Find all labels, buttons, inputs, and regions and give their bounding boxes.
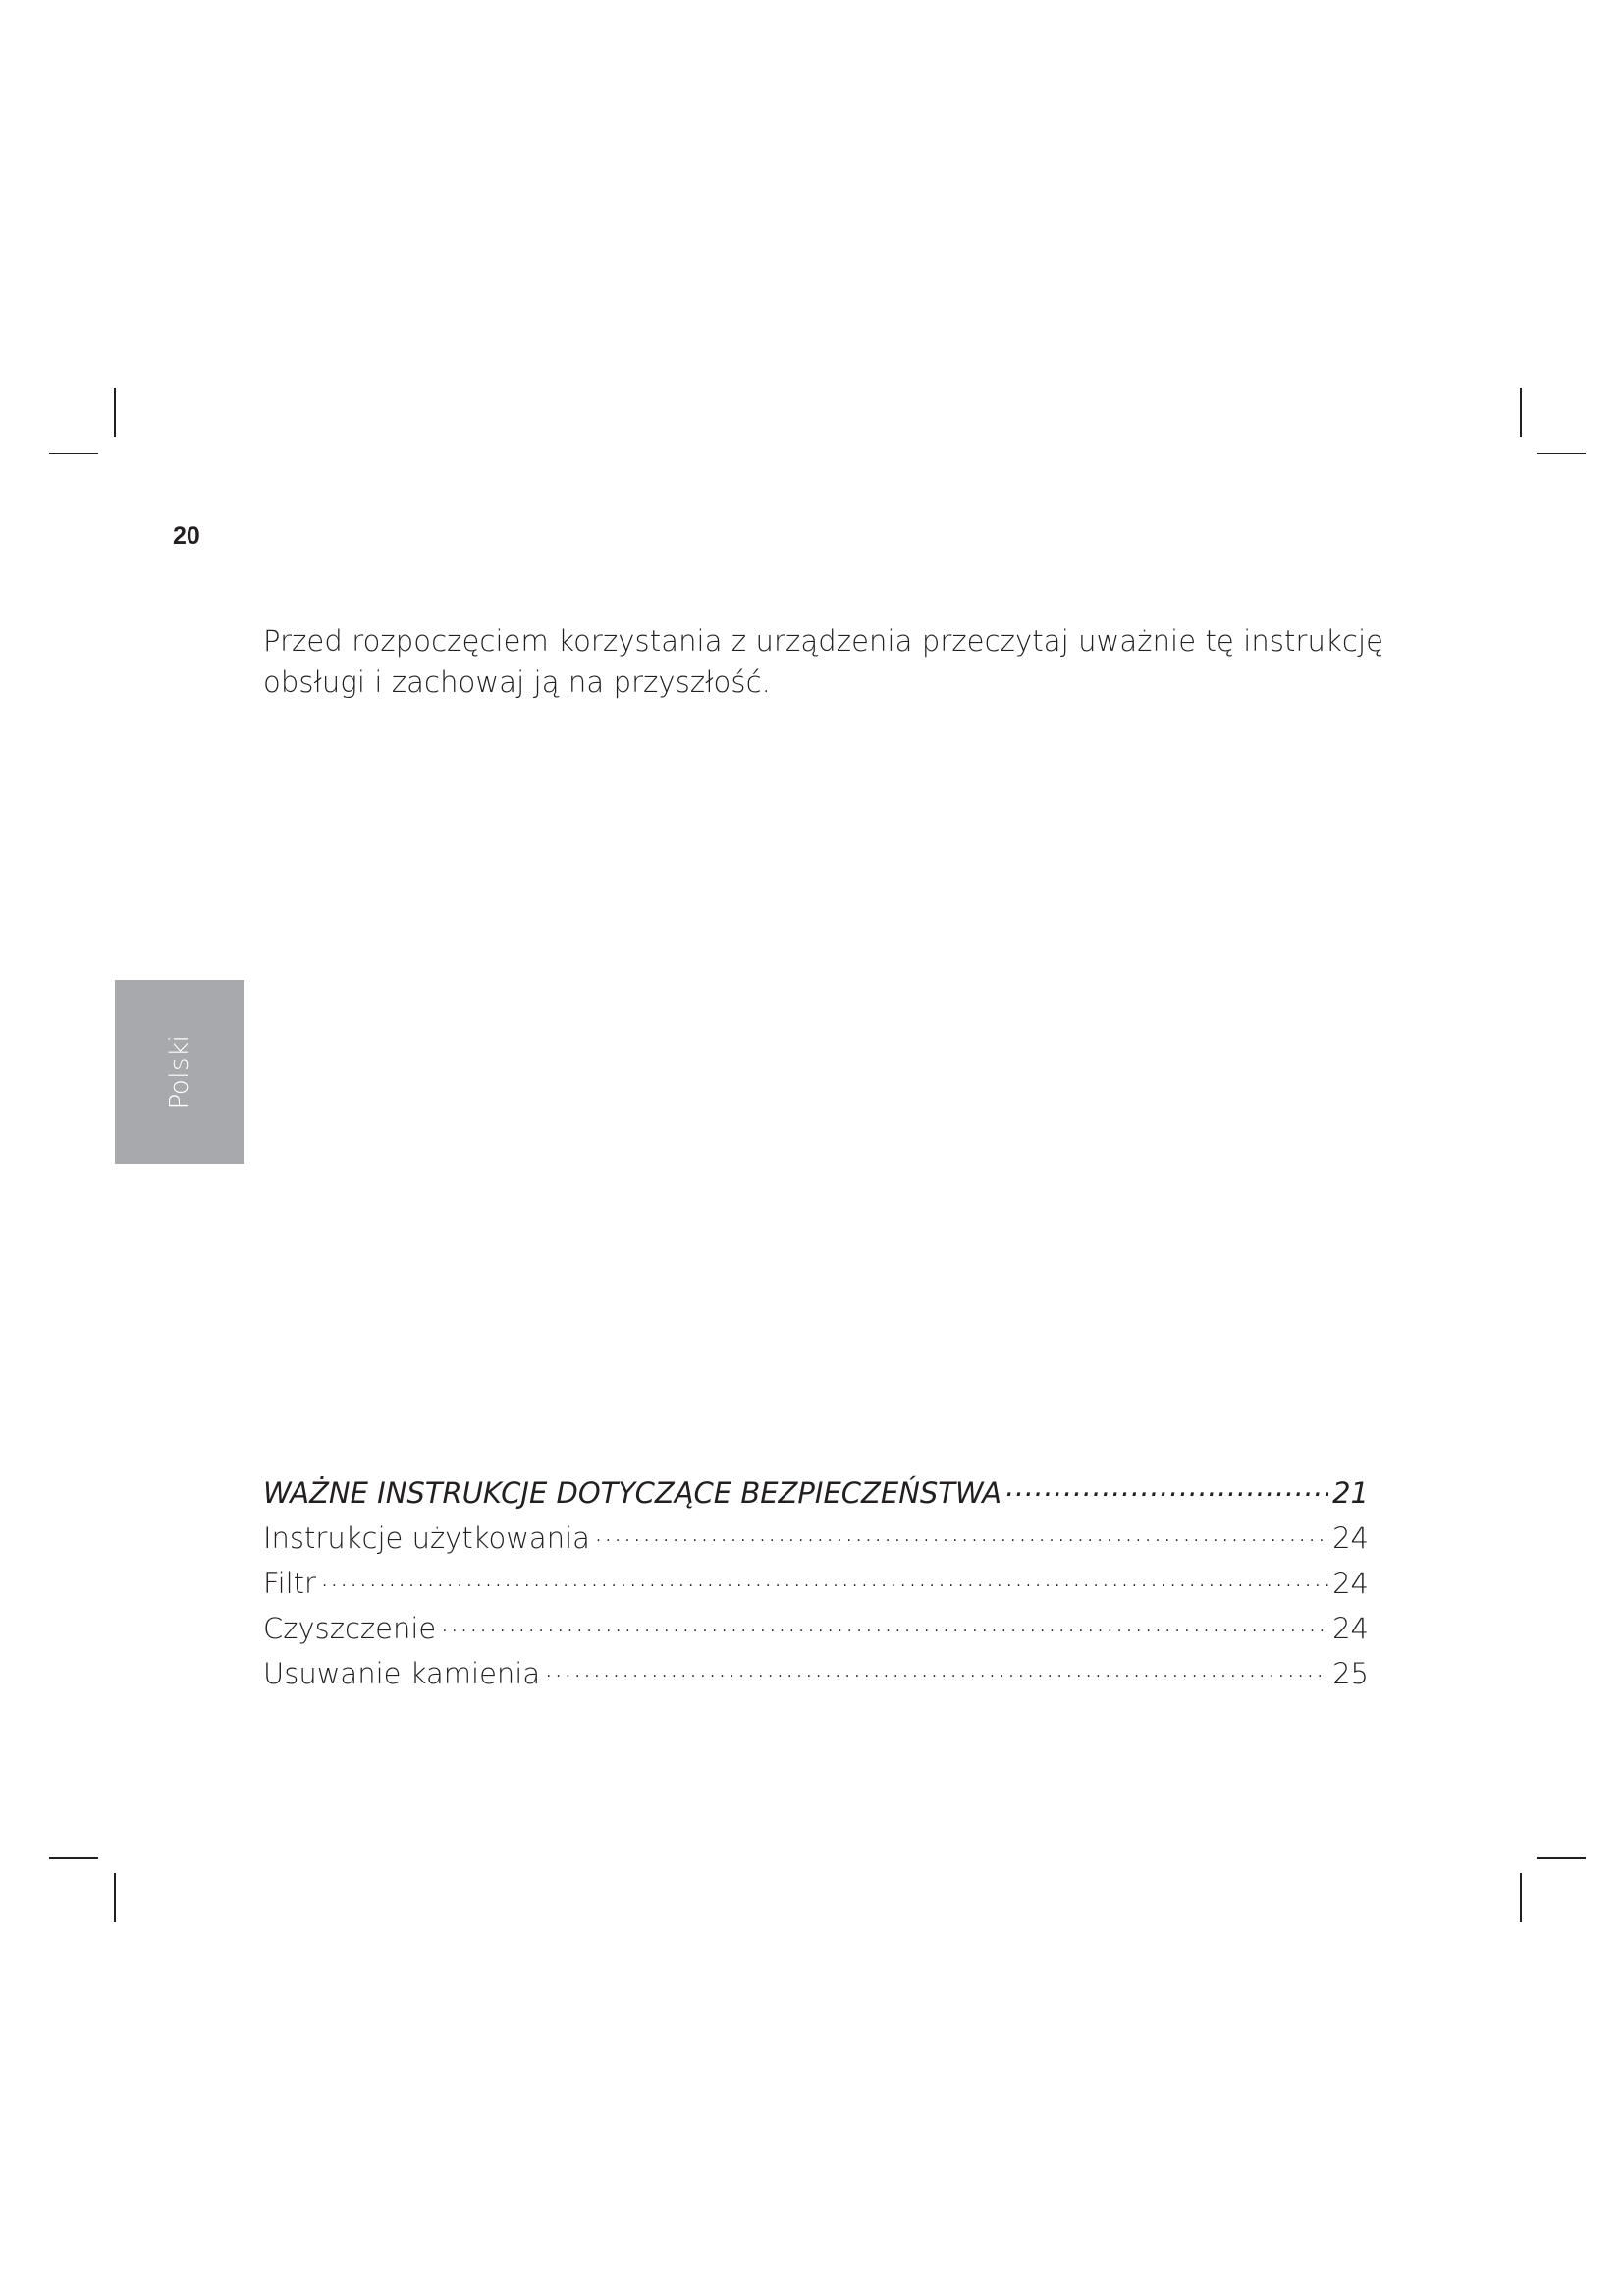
crop-mark-bottom-right-vertical [1520, 1873, 1522, 1922]
intro-line-2: obsługi i zachowaj ją na przyszłość. [263, 666, 771, 699]
crop-mark-top-left-vertical [114, 388, 116, 437]
intro-line-1: Przed rozpoczęciem korzystania z urządzenia przeczytaj uważnie tę instrukcję [263, 624, 1384, 658]
toc-entry-page: 24 [1332, 1566, 1369, 1600]
crop-mark-top-right-horizontal [1537, 453, 1586, 454]
toc-entry-label: WAŻNE INSTRUKCJE DOTYCZĄCE BEZPIECZEŃSTWA [263, 1475, 1002, 1510]
toc-entry[interactable] [263, 1514, 1369, 1559]
crop-mark-bottom-left-vertical [114, 1873, 116, 1922]
table-of-contents [263, 1468, 1369, 1694]
toc-entry-page: 24 [1332, 1611, 1369, 1645]
toc-entry-label: Czyszczenie [263, 1611, 437, 1645]
toc-entry[interactable] [263, 1559, 1369, 1604]
toc-entry-page: 25 [1332, 1656, 1369, 1690]
crop-mark-top-left-horizontal [49, 453, 98, 454]
intro-paragraph [263, 620, 1392, 703]
toc-entry[interactable] [263, 1649, 1369, 1694]
toc-entry-label: Filtr [263, 1566, 316, 1600]
toc-entry-page: 21 [1332, 1475, 1369, 1510]
language-tab-label: Polski [165, 1034, 194, 1110]
page-number: 20 [173, 522, 200, 550]
toc-entry-label: Usuwanie kamienia [263, 1656, 541, 1690]
crop-mark-bottom-right-horizontal [1537, 1857, 1586, 1859]
toc-dot-leader [594, 1514, 1328, 1548]
toc-dot-leader [544, 1649, 1328, 1683]
toc-entry-page: 24 [1332, 1521, 1369, 1555]
toc-entry[interactable] [263, 1468, 1369, 1514]
toc-dot-leader [440, 1604, 1328, 1638]
crop-mark-top-right-vertical [1520, 388, 1522, 437]
toc-entry[interactable] [263, 1604, 1369, 1649]
crop-mark-bottom-left-horizontal [49, 1857, 98, 1859]
language-tab [115, 980, 244, 1164]
toc-entry-label: Instrukcje użytkowania [263, 1521, 590, 1555]
toc-dot-leader [320, 1559, 1328, 1593]
toc-dot-leader [1005, 1468, 1328, 1503]
